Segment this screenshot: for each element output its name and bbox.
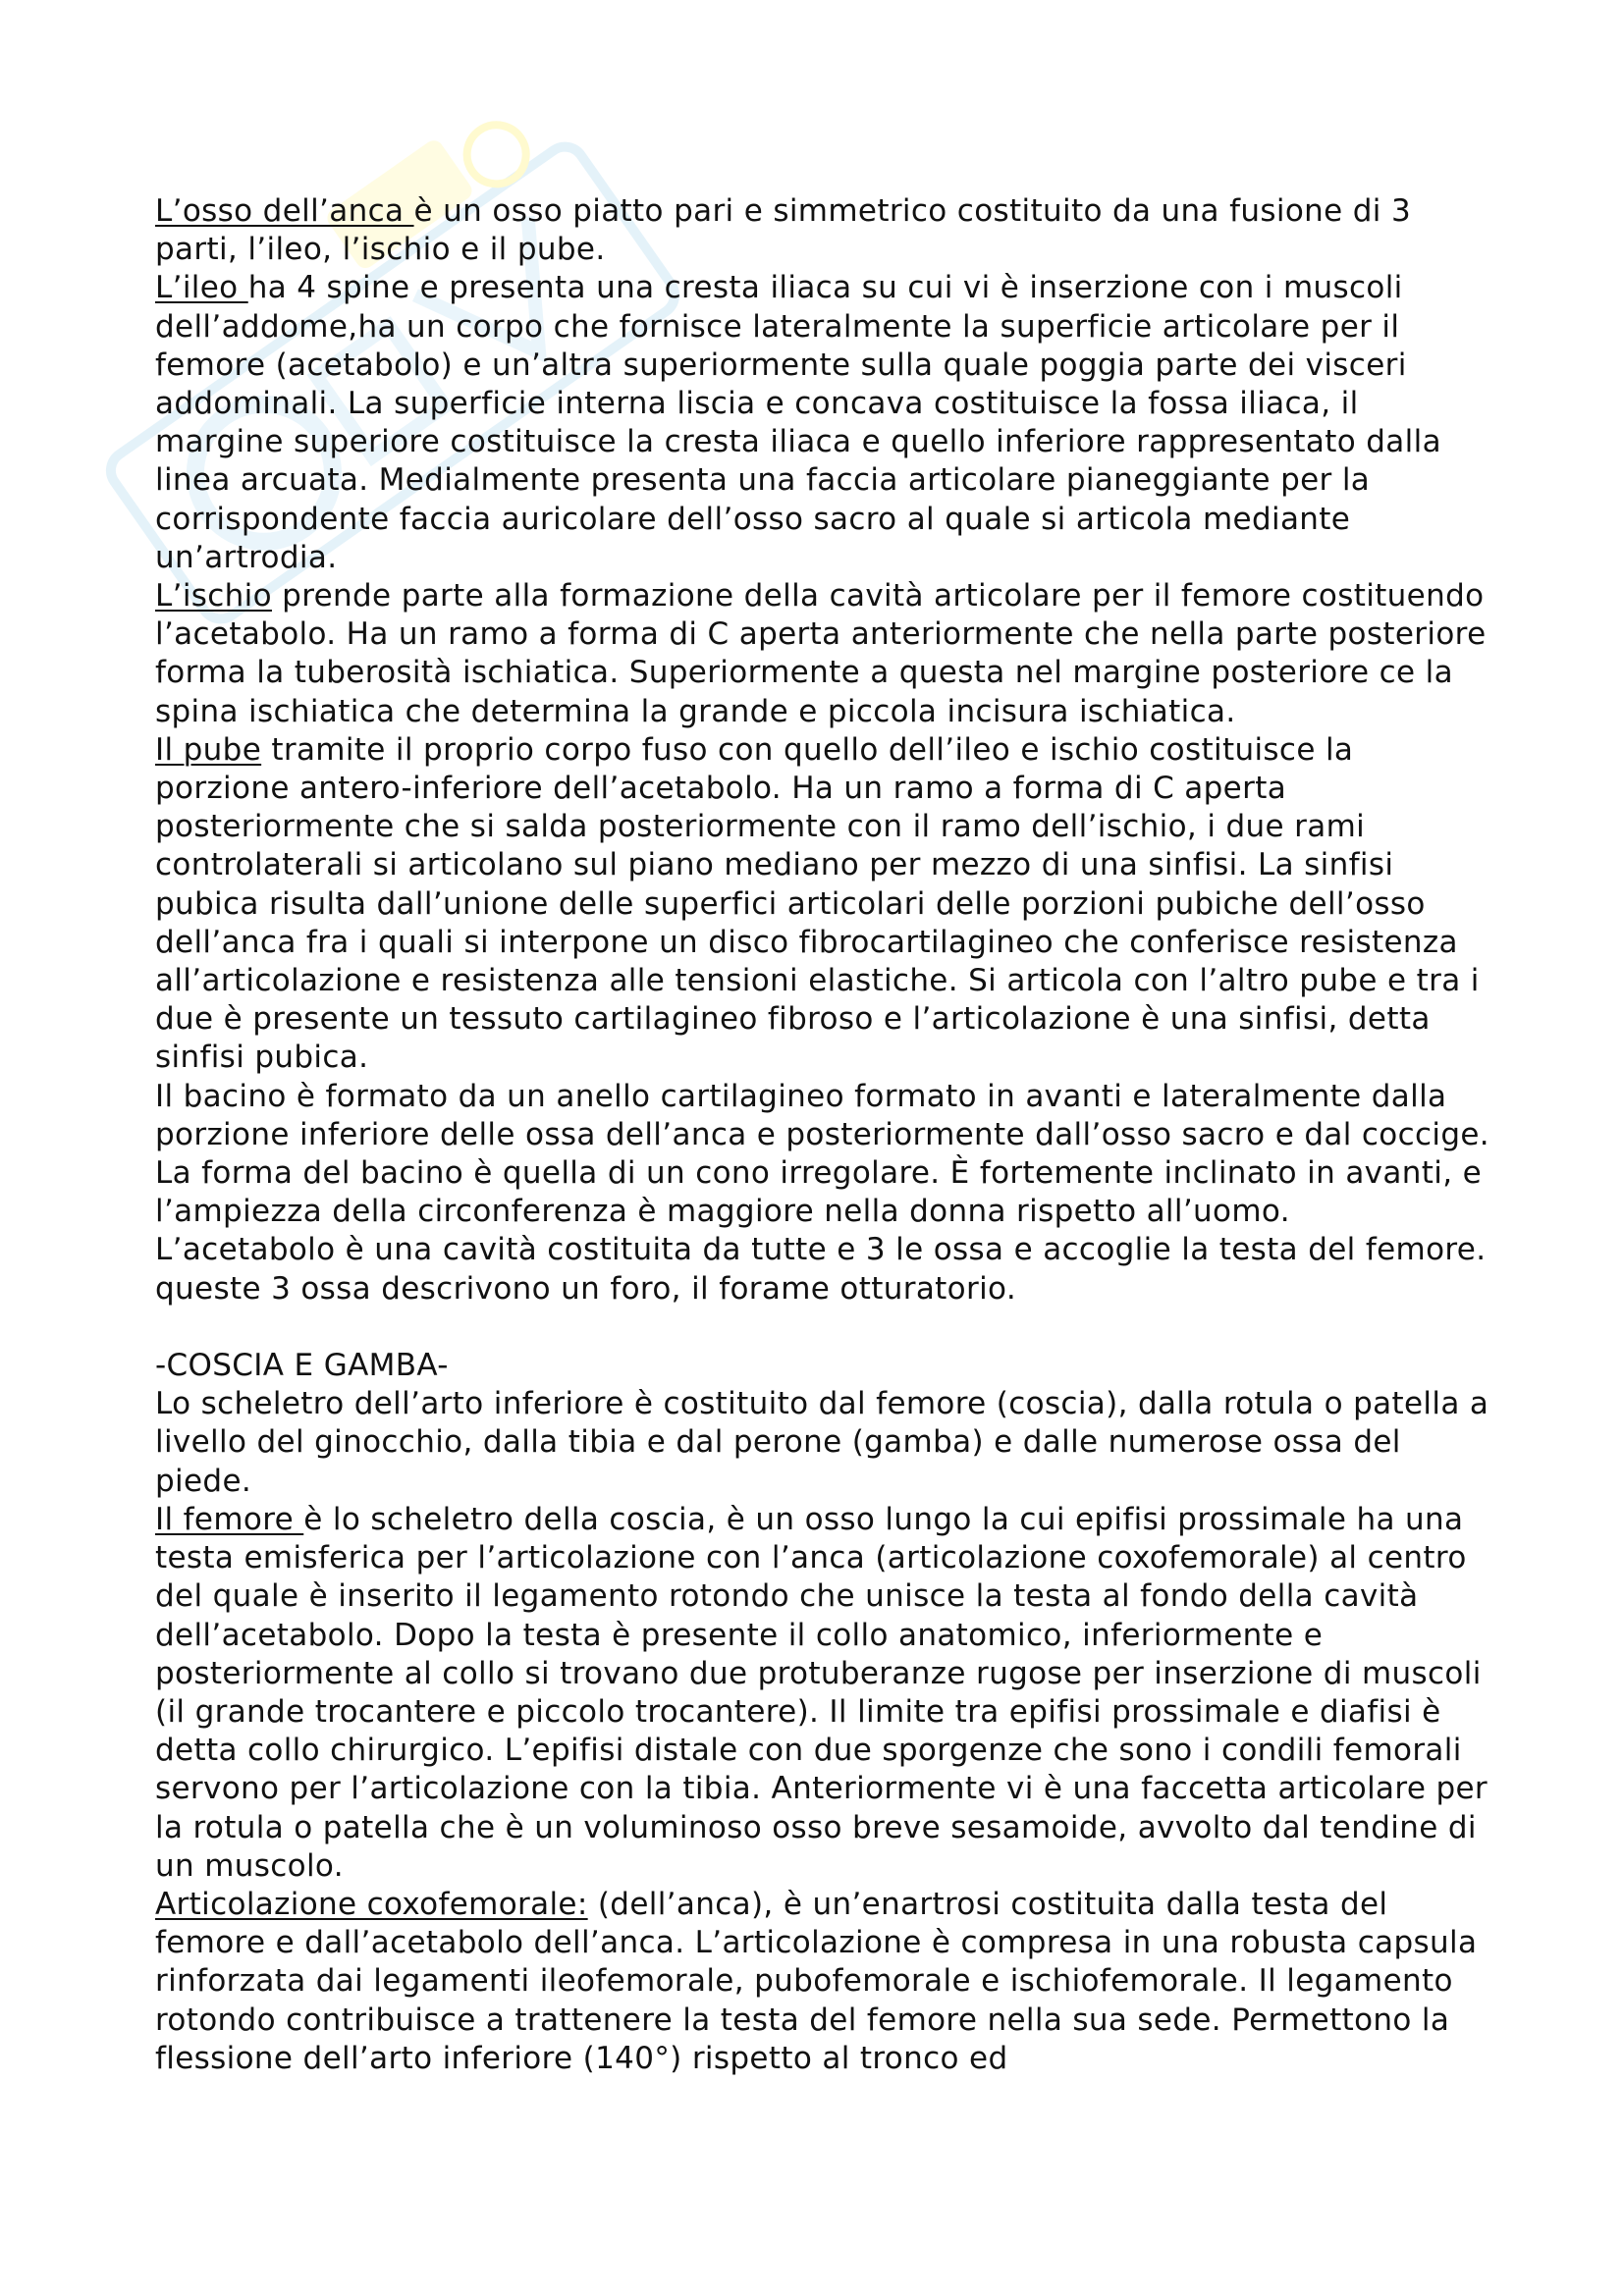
term-femore: Il femore	[155, 1501, 304, 1537]
paragraph-acetabolo: L’acetabolo è una cavità costituita da tutte e 3 le ossa e accoglie la testa del femore. queste 3 ossa descrivono un foro, il forame otturatorio.	[155, 1232, 1487, 1307]
paragraph-arto-inferiore: Lo scheletro dell’arto inferiore è costituito dal femore (coscia), dalla rotula o patella a livello del ginocchio, dalla tibia e dal perone (gamba) e dalle numerose ossa del piede.	[155, 1386, 1489, 1499]
paragraph-bacino: Il bacino è formato da un anello cartilagineo formato in avanti e lateralmente dalla porzione inferiore delle ossa dell’anca e posteriormente dall’osso sacro e dal coccige. La forma del bacino è quella di un cono irregolare. È fortemente inclinato in avanti, e l’ampiezza della circonferenza è maggiore nella donna rispetto all’uomo.	[155, 1078, 1489, 1230]
section-heading-coscia-gamba: -COSCIA E GAMBA-	[155, 1348, 449, 1384]
paragraph-osso-anca: L’osso dell’anca è un osso piatto pari e simmetrico costituito da una fusione di 3 parti, l’ileo, l’ischio e il pube.	[155, 193, 1412, 268]
paragraph-ileo: L’ileo ha 4 spine e presenta una cresta iliaca su cui vi è inserzione con i muscoli dell’addome,ha un corpo che fornisce lateralmente la superficie articolare per il femore (acetabolo) e un’altra superiormente sulla quale poggia parte dei visceri addominali. La superficie interna liscia e concava costituisce la fossa iliaca, il margine superiore costituisce la cresta iliaca e quello inferiore rappresentato dalla linea arcuata. Medialmente presenta una faccia articolare pianeggiante per la corrispondente faccia auricolare dell’osso sacro al quale si articola mediante un’artrodia.	[155, 270, 1441, 575]
term-ileo: L’ileo	[155, 270, 248, 306]
term-osso-anca: L’osso dell’anca	[155, 193, 414, 229]
paragraph-ischio: L’ischio prende parte alla formazione della cavità articolare per il femore costituendo l’acetabolo. Ha un ramo a forma di C aperta anteriormente che nella parte posteriore forma la tuberosità ischiatica. Superiormente a questa nel margine posteriore ce la spina ischiatica che determina la grande e piccola incisura ischiatica.	[155, 578, 1487, 729]
term-pube: Il pube	[155, 731, 262, 768]
paragraph-pube: Il pube tramite il proprio corpo fuso con quello dell’ileo e ischio costituisce la porzione antero-inferiore dell’acetabolo. Ha un ramo a forma di C aperta posteriormente che si salda posteriormente con il ramo dell’ischio, i due rami controlaterali si articolano sul piano mediano per mezzo di una sinfisi. La sinfisi pubica risulta dall’unione delle superfici articolari delle porzioni pubiche dell’osso dell’anca fra i quali si interpone un disco fibrocartilagineo che conferisce resistenza all’articolazione e resistenza alle tensioni elastiche. Si articola con l’altro pube e tra i due è presente un tessuto cartilagineo fibroso e l’articolazione è una sinfisi, detta sinfisi pubica.	[155, 731, 1480, 1076]
term-articolazione-coxofemorale: Articolazione coxofemorale:	[155, 1886, 588, 1922]
document-body	[155, 192, 1490, 2078]
blank-line	[155, 1308, 1490, 1347]
term-ischio: L’ischio	[155, 578, 272, 614]
paragraph-articolazione-coxofemorale: Articolazione coxofemorale: (dell’anca), è un’enartrosi costituita dalla testa del femore e dall’acetabolo dell’anca. L’articolazione è compresa in una robusta capsula rinforzata dai legamenti ileofemorale, pubofemorale e ischiofemorale. Il legamento rotondo contribuisce a trattenere la testa del femore nella sua sede. Permettono la flessione dell’arto inferiore (140°) rispetto al tronco ed	[155, 1886, 1478, 2076]
paragraph-femore: Il femore è lo scheletro della coscia, è un osso lungo la cui epifisi prossimale ha una testa emisferica per l’articolazione con l’anca (articolazione coxofemorale) al centro del quale è inserito il legamento rotondo che unisce la testa al fondo della cavità dell’acetabolo. Dopo la testa è presente il collo anatomico, inferiormente e posteriormente al collo si trovano due protuberanze rugose per inserzione di muscoli (il grande trocantere e piccolo trocantere). Il limite tra epifisi prossimale e diafisi è detta collo chirurgico. L’epifisi distale con due sporgenze che sono i condili femorali servono per l’articolazione con la tibia. Anteriormente vi è una faccetta articolare per la rotula o patella che è un voluminoso osso breve sesamoide, avvolto dal tendine di un muscolo.	[155, 1501, 1488, 1884]
